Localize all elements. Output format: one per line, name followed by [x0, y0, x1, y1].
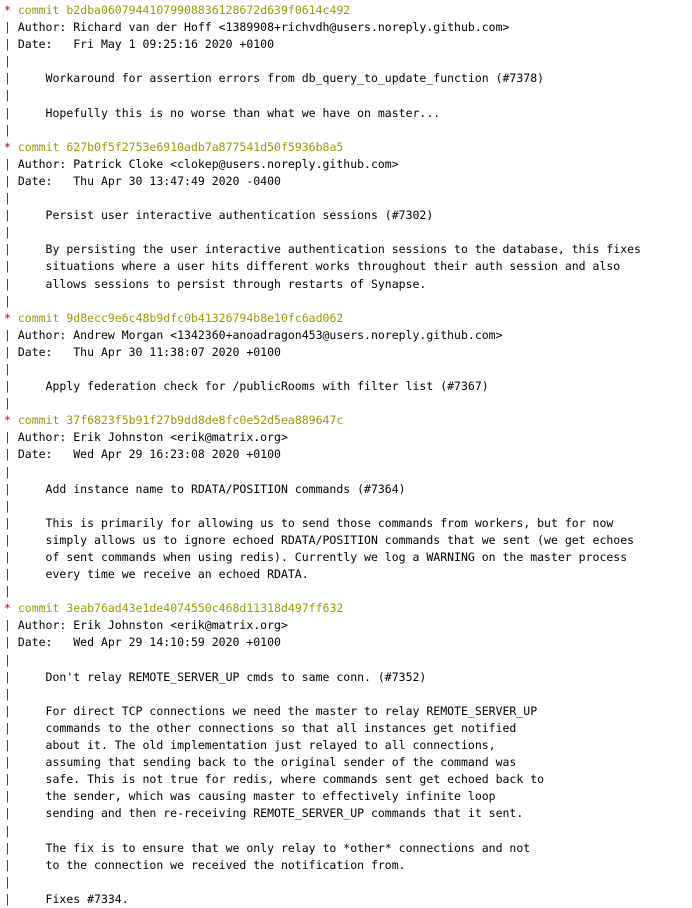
graph-pipe: |: [4, 344, 11, 359]
commit-meta-line: [0, 344, 692, 361]
blank-text: [11, 499, 18, 513]
commit-message-text: about it. The old implementation just relayed to all connections,: [10, 738, 496, 753]
commit-message-line: [0, 258, 692, 275]
graph-pipe: |: [4, 276, 11, 291]
commit-message-text: safe. This is not true for redis, where commands sent get echoed back to: [10, 772, 545, 787]
commit-message-text: By persisting the user interactive authentication sessions to the database, this fixes: [10, 242, 641, 257]
commit-message-line: [0, 720, 692, 737]
blank-text: [11, 875, 18, 889]
commit-meta-line: [0, 617, 692, 634]
graph-pipe: |: [4, 738, 11, 753]
graph-pipe: |: [4, 37, 11, 52]
commit-message-text: This is primarily for allowing us to send those commands from workers, but for now: [10, 515, 614, 530]
graph-pipe: |: [4, 208, 11, 223]
graph-pipe: |: [4, 840, 11, 855]
graph-pipe: |: [4, 874, 11, 889]
blank-text: [11, 687, 18, 701]
commit-meta-line: [0, 173, 692, 190]
graph-pipe: |: [4, 259, 11, 274]
commit-keyword: commit: [17, 413, 67, 428]
commit-message-line: [0, 207, 692, 224]
commit-message-line: [0, 566, 692, 583]
blank-line: [0, 87, 692, 104]
graph-pipe: |: [4, 857, 11, 872]
commit-meta-text: Date: Fri May 1 09:25:16 2020 +0100: [10, 37, 275, 52]
graph-pipe: |: [4, 550, 11, 564]
blank-text: [11, 396, 18, 410]
blank-line: [0, 874, 692, 891]
graph-pipe: |: [4, 498, 11, 513]
commit-meta-text: Date: Thu Apr 30 11:38:07 2020 +0100: [10, 344, 281, 359]
graph-pipe: |: [4, 584, 11, 599]
graph-pipe: |: [4, 891, 11, 906]
commit-meta-text: Date: Wed Apr 29 16:23:08 2020 +0100: [10, 447, 281, 462]
blank-line: [0, 652, 692, 669]
commit-message-line: [0, 737, 692, 754]
blank-text: [11, 465, 18, 479]
graph-pipe: |: [4, 156, 11, 171]
graph-pipe: |: [4, 806, 11, 821]
commit-meta-text: Author: Erik Johnston <erik@matrix.org>: [10, 618, 288, 633]
graph-pipe: |: [4, 618, 11, 633]
blank-line: [0, 190, 692, 207]
commit-meta-text: Date: Wed Apr 29 14:10:59 2020 +0100: [10, 635, 281, 650]
graph-pipe: |: [4, 54, 11, 69]
graph-commit-marker: *: [4, 601, 11, 616]
commit-message-text: For direct TCP connections we need the master to relay REMOTE_SERVER_UP: [10, 703, 538, 718]
commit-message-text: simply allows us to ignore echoed RDATA/POSITION commands that we sent (we get echoes: [10, 532, 635, 547]
commit-message-line: [0, 771, 692, 788]
commit-message-line: [0, 515, 692, 532]
graph-pipe: |: [4, 122, 11, 137]
commit-message-text: Persist user interactive authentication sessions (#7302): [10, 208, 434, 223]
commit-keyword: commit: [17, 601, 67, 616]
commit-header-line: [0, 412, 692, 429]
graph-pipe: |: [4, 464, 11, 479]
commit-hash[interactable]: 627b0f5f2753e6910adb7a877541d50f5936b8a5: [66, 139, 344, 154]
graph-pipe: |: [4, 481, 11, 496]
graph-pipe: |: [4, 755, 11, 770]
graph-pipe: |: [4, 703, 11, 718]
graph-pipe: |: [4, 567, 11, 582]
commit-meta-line: [0, 429, 692, 446]
commit-header-line: [0, 310, 692, 327]
commit-message-text: Add instance name to RDATA/POSITION commands (#7364): [10, 481, 406, 496]
graph-pipe: |: [4, 361, 11, 376]
commit-keyword: commit: [17, 310, 67, 325]
graph-pipe: |: [4, 635, 11, 650]
graph-pipe: |: [4, 515, 11, 530]
graph-pipe: |: [4, 532, 11, 547]
commit-message-line: [0, 840, 692, 857]
graph-commit-marker: *: [4, 3, 11, 17]
commit-message-text: situations where a user hits different works throughout their auth session and also: [10, 259, 621, 274]
blank-line: [0, 293, 692, 310]
graph-pipe: |: [4, 71, 11, 86]
graph-pipe: |: [4, 327, 11, 342]
commit-message-line: [0, 669, 692, 686]
commit-message-text: every time we receive an echoed RDATA.: [10, 567, 309, 582]
blank-line: [0, 464, 692, 481]
commit-message-text: sending and then re-receiving REMOTE_SERVER_UP commands that it sent.: [10, 806, 524, 821]
blank-text: [11, 225, 18, 239]
graph-pipe: |: [4, 293, 11, 308]
commit-message-text: Apply federation check for /publicRooms with filter list (#7367): [10, 379, 489, 394]
blank-text: [11, 824, 18, 838]
commit-hash[interactable]: 9d8ecc9e6c48b9dfc0b41326794b8e10fc6ad062: [66, 310, 344, 325]
graph-pipe: |: [4, 396, 11, 411]
commit-message-text: The fix is to ensure that we only relay to *other* connections and not: [10, 840, 531, 855]
graph-pipe: |: [4, 191, 11, 206]
commit-message-line: [0, 70, 692, 87]
commit-message-text: allows sessions to persist through restarts of Synapse.: [10, 276, 427, 291]
commit-hash[interactable]: 37f6823f5b91f27b9dd8de8fc0e52d5ea889647c: [66, 413, 344, 428]
graph-pipe: |: [4, 686, 11, 701]
commit-message-text: Workaround for assertion errors from db_query_to_update_function (#7378): [10, 71, 545, 86]
blank-text: [11, 294, 18, 308]
commit-meta-text: Author: Patrick Cloke <clokep@users.noreply.github.com>: [10, 156, 399, 171]
commit-message-line: [0, 532, 692, 549]
blank-line: [0, 395, 692, 412]
commit-meta-line: [0, 446, 692, 463]
graph-pipe: |: [4, 225, 11, 240]
commit-message-line: [0, 105, 692, 122]
commit-keyword: commit: [17, 3, 67, 17]
commit-message-line: [0, 754, 692, 771]
blank-text: [11, 123, 18, 137]
graph-commit-marker: *: [4, 139, 11, 154]
blank-text: [11, 653, 18, 667]
commit-meta-line: [0, 156, 692, 173]
commit-header-line: [0, 600, 692, 617]
graph-pipe: |: [4, 789, 11, 804]
commit-message-line: [0, 378, 692, 395]
commit-header-line: [0, 2, 692, 19]
blank-line: [0, 498, 692, 515]
commit-message-text: Don't relay REMOTE_SERVER_UP cmds to same conn. (#7352): [10, 669, 427, 684]
graph-pipe: |: [4, 88, 11, 103]
graph-pipe: |: [4, 669, 11, 684]
blank-line: [0, 823, 692, 840]
commit-message-text: of sent commands when using redis). Currently we log a WARNING on the master process: [10, 550, 628, 564]
commit-message-line: [0, 891, 692, 908]
graph-pipe: |: [4, 720, 11, 735]
commit-meta-line: [0, 19, 692, 36]
graph-pipe: |: [4, 173, 11, 188]
commit-message-line: [0, 805, 692, 822]
commit-meta-text: Date: Thu Apr 30 13:47:49 2020 -0400: [10, 173, 281, 188]
commit-message-line: [0, 788, 692, 805]
blank-text: [11, 362, 18, 376]
graph-commit-marker: *: [4, 413, 11, 428]
commit-message-line: [0, 703, 692, 720]
graph-pipe: |: [4, 105, 11, 120]
commit-message-line: [0, 857, 692, 874]
commit-message-text: Hopefully this is no worse than what we have on master...: [10, 105, 441, 120]
commit-meta-text: Author: Andrew Morgan <1342360+anoadragon453@users.noreply.github.com>: [10, 327, 503, 342]
blank-line: [0, 122, 692, 139]
commit-message-text: the sender, which was causing master to effectively infinite loop: [10, 789, 496, 804]
commit-keyword: commit: [17, 139, 67, 154]
blank-text: [11, 191, 18, 205]
commit-message-text: to the connection we received the notification from.: [10, 857, 406, 872]
commit-message-text: commands to the other connections so that all instances get notified: [10, 720, 517, 735]
blank-line: [0, 224, 692, 241]
graph-commit-marker: *: [4, 310, 11, 325]
commit-meta-line: [0, 634, 692, 651]
graph-pipe: |: [4, 447, 11, 462]
blank-line: [0, 583, 692, 600]
commit-message-line: [0, 241, 692, 258]
commit-message-text: Fixes #7334.: [10, 891, 129, 906]
commit-message-line: [0, 276, 692, 293]
graph-pipe: |: [4, 652, 11, 667]
commit-meta-line: [0, 36, 692, 53]
blank-line: [0, 361, 692, 378]
blank-line: [0, 53, 692, 70]
graph-pipe: |: [4, 823, 11, 838]
commit-header-line: [0, 139, 692, 156]
graph-pipe: |: [4, 379, 11, 394]
graph-pipe: |: [4, 430, 11, 445]
commit-meta-text: Author: Erik Johnston <erik@matrix.org>: [10, 430, 288, 445]
commit-message-text: assuming that sending back to the original sender of the command was: [10, 755, 517, 770]
blank-text: [11, 54, 18, 68]
commit-message-line: [0, 481, 692, 498]
graph-pipe: |: [4, 20, 11, 35]
graph-pipe: |: [4, 242, 11, 257]
blank-text: [11, 88, 18, 102]
graph-pipe: |: [4, 772, 11, 787]
commit-meta-text: Author: Richard van der Hoff <1389908+richvdh@users.noreply.github.com>: [10, 20, 510, 35]
commit-meta-line: [0, 327, 692, 344]
commit-hash[interactable]: b2dba06079441079908836128672d639f0614c492: [66, 3, 351, 17]
commit-message-line: [0, 549, 692, 566]
blank-text: [11, 584, 18, 598]
blank-line: [0, 686, 692, 703]
commit-hash[interactable]: 3eab76ad43e1de4074550c468d11318d497ff632: [66, 601, 344, 616]
